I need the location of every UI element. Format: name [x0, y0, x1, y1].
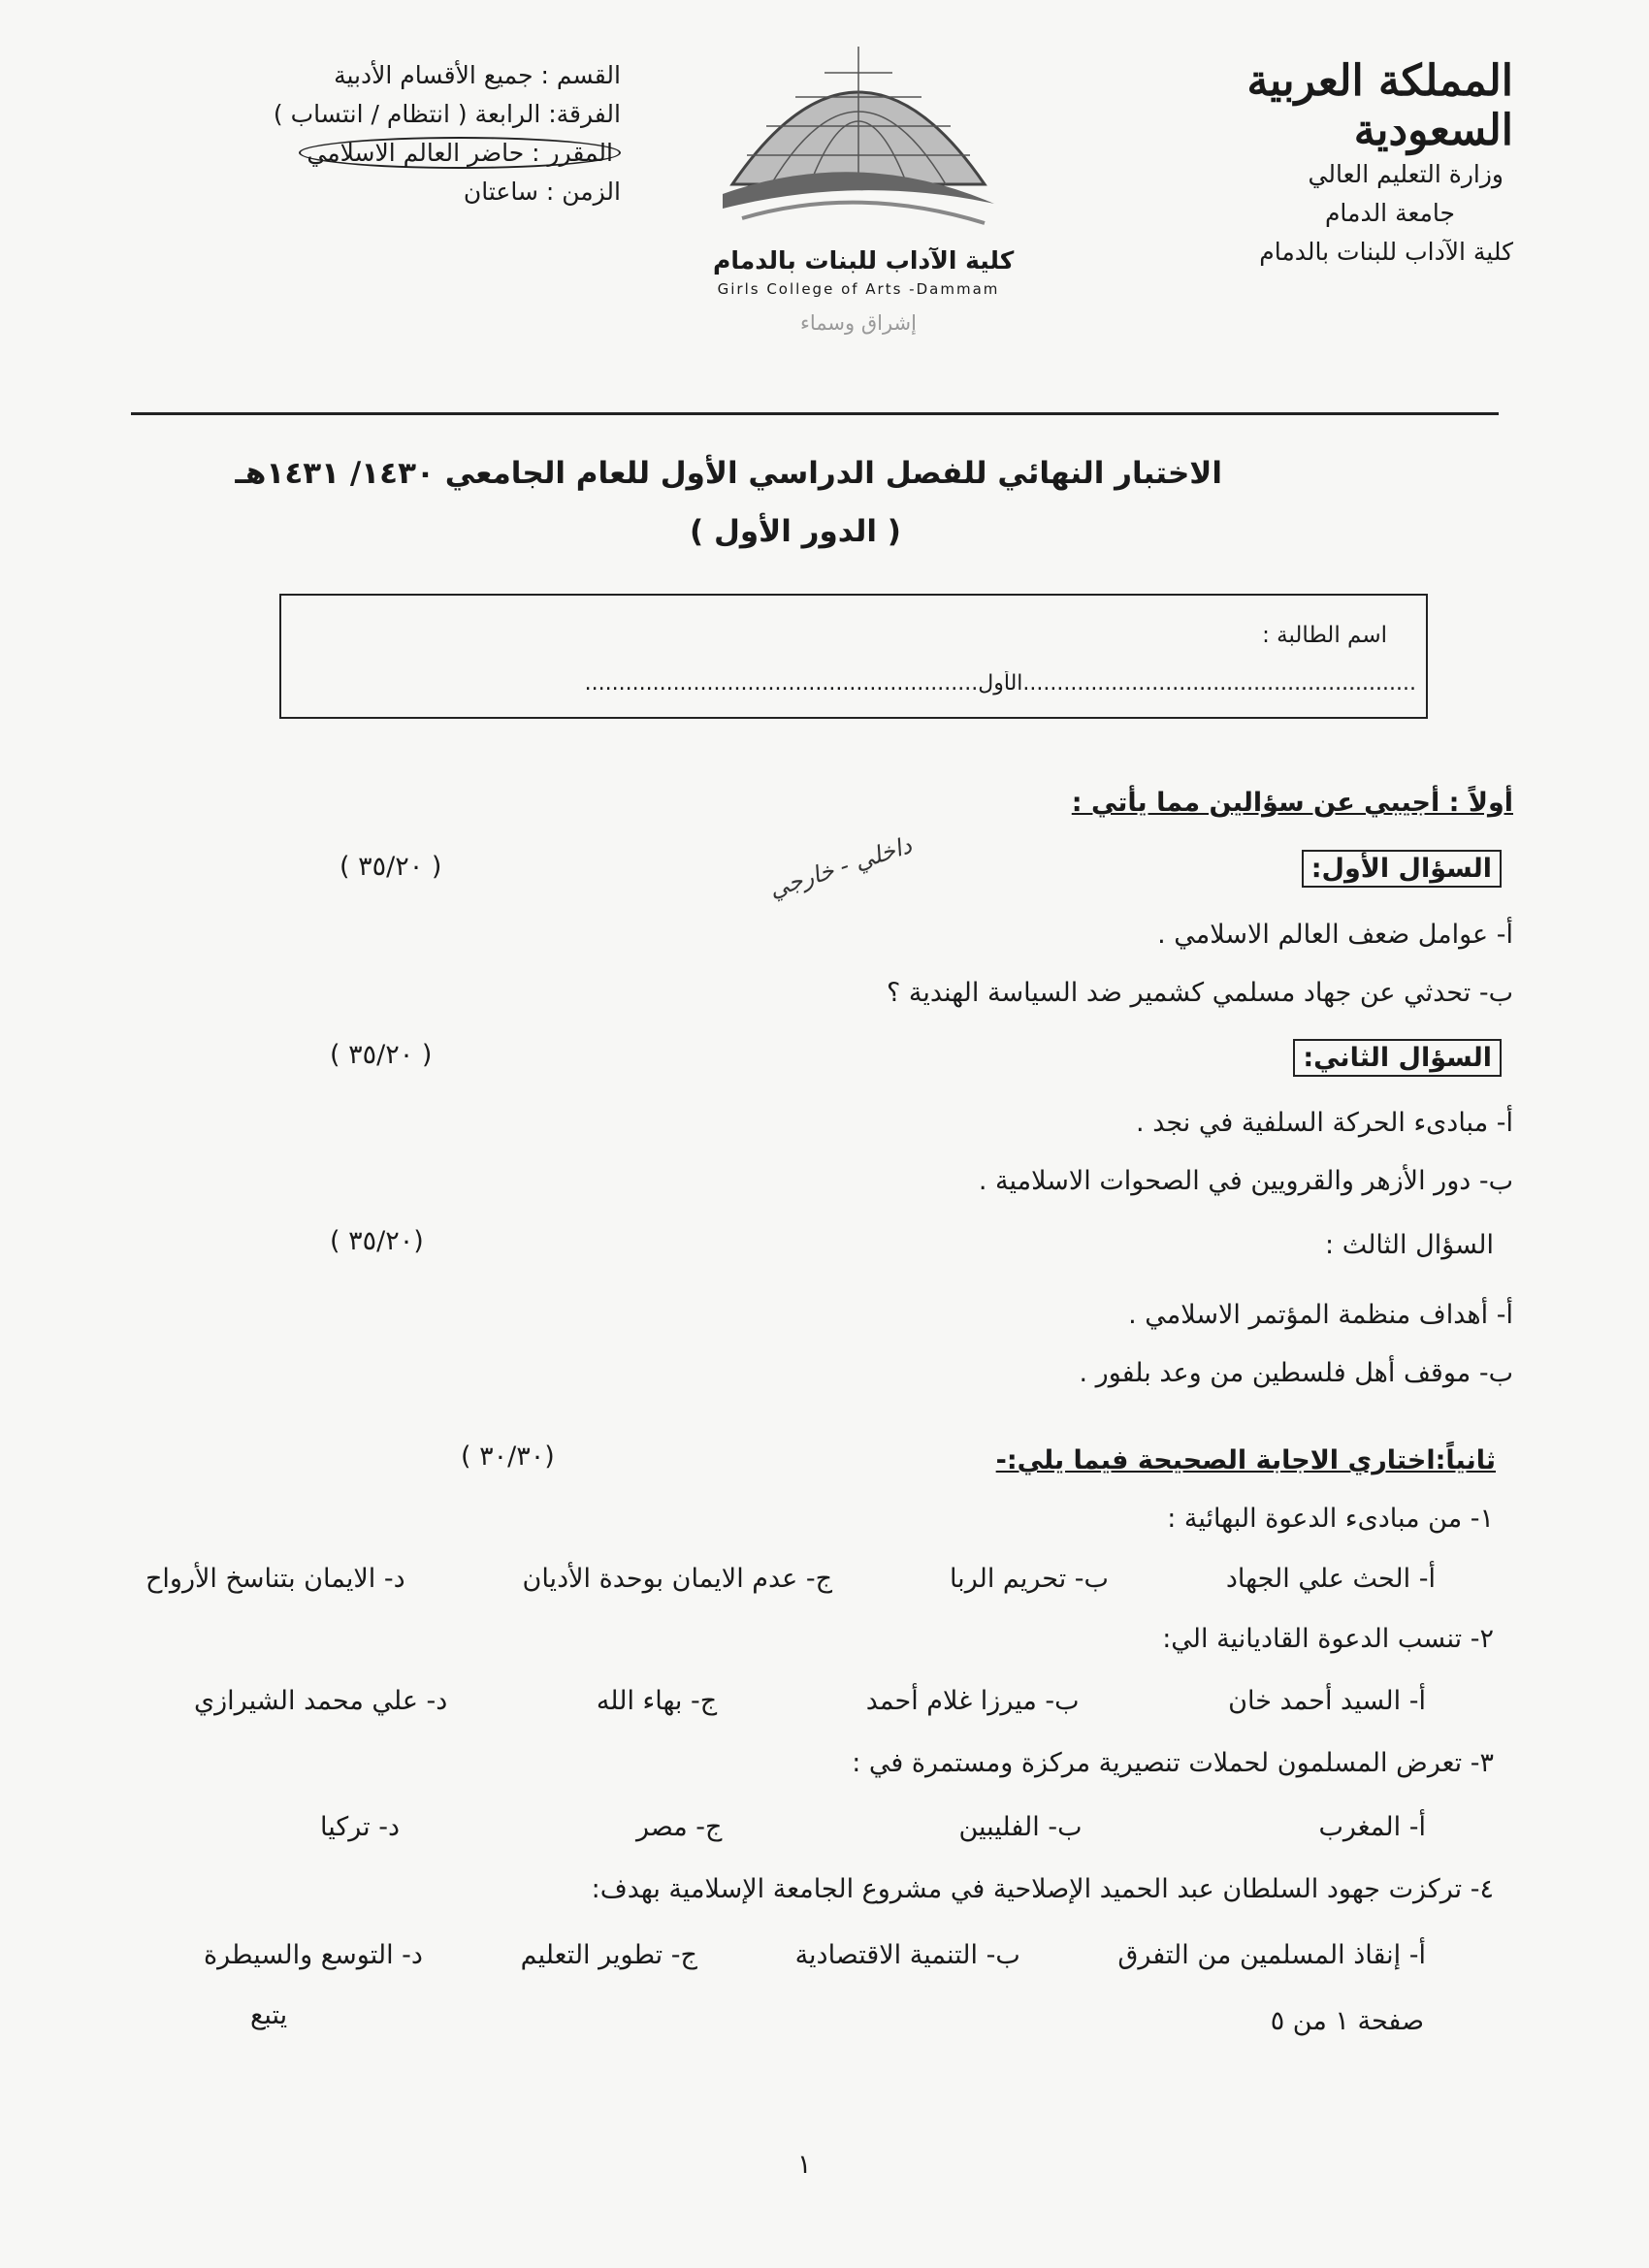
question-3-item-b: ب- موقف أهل فلسطين من وعد بلفور .: [1079, 1358, 1513, 1388]
kingdom-name: المملكة العربية السعودية: [1246, 56, 1513, 155]
mcq-4-option-a[interactable]: أ- إنقاذ المسلمين من التفرق: [1117, 1940, 1426, 1970]
continues-label: يتبع: [250, 2000, 288, 2030]
mcq-2-option-c[interactable]: ج- بهاء الله: [596, 1686, 718, 1716]
mcq-3-option-a[interactable]: أ- المغرب: [1318, 1812, 1426, 1842]
mcq-3-option-c[interactable]: ج- مصر: [635, 1812, 723, 1842]
question-1-item-a: أ- عوامل ضعف العالم الاسلامي .: [1157, 920, 1513, 950]
mcq-1-options: [146, 1564, 1436, 1594]
page-number: ١: [797, 2150, 812, 2180]
department-line: القسم : جميع الأقسام الأدبية: [334, 61, 621, 89]
mcq-1-option-d[interactable]: د- الايمان بتناسخ الأرواح: [146, 1564, 405, 1594]
section-one-instruction: أولاً : أجيبي عن سؤالين مما يأتي :: [1071, 788, 1513, 818]
mcq-2-option-b[interactable]: ب- ميرزا غلام أحمد: [865, 1686, 1080, 1716]
mcq-3-stem: ٣- تعرض المسلمون لحملات تنصيرية مركزة ومستمرة في :: [852, 1748, 1494, 1778]
college-name: كلية الآداب للبنات بالدمام: [1259, 238, 1513, 266]
question-3-mark: (٣٥/٢٠ ): [330, 1226, 424, 1256]
mcq-4-option-b[interactable]: ب- التنمية الاقتصادية: [794, 1940, 1020, 1970]
question-3-item-a: أ- أهداف منظمة المؤتمر الاسلامي .: [1128, 1300, 1513, 1330]
mcq-2-options: [194, 1686, 1426, 1716]
question-2-item-a: أ- مبادىء الحركة السلفية في نجد .: [1136, 1108, 1513, 1138]
student-name-box: [279, 594, 1428, 719]
university-name: جامعة الدمام: [1324, 199, 1455, 227]
exam-title: الاختبار النهائي للفصل الدراسي الأول للعام الجامعي ١٤٣٠/ ١٤٣١هـ: [235, 456, 1222, 491]
header-divider: [131, 412, 1499, 415]
mcq-4-stem: ٤- تركزت جهود السلطان عبد الحميد الإصلاحية في مشروع الجامعة الإسلامية بهدف:: [591, 1874, 1494, 1904]
college-logo: [713, 39, 1015, 349]
exam-round: ( الدور الأول ): [690, 514, 901, 549]
mcq-1-option-b[interactable]: ب- تحريم الربا: [949, 1564, 1109, 1594]
student-name-label: اسم الطالبة :: [1262, 623, 1387, 648]
question-2-mark: ( ٣٥/٢٠ ): [330, 1040, 433, 1070]
mcq-1-option-a[interactable]: أ- الحث علي الجهاد: [1225, 1564, 1436, 1594]
question-2-title: السؤال الثاني:: [1293, 1043, 1502, 1073]
logo-english-name: Girls College of Arts -Dammam: [717, 280, 1000, 298]
dots-line: ..........................................................الأول..........................................................: [584, 671, 1416, 696]
student-name-field[interactable]: [446, 671, 1416, 696]
question-1-title: السؤال الأول:: [1302, 854, 1502, 884]
course-line: [272, 134, 621, 173]
mcq-3-options: [320, 1812, 1426, 1842]
mcq-2-option-d[interactable]: د- علي محمد الشيرازي: [194, 1686, 448, 1716]
ministry-name: وزارة التعليم العالي: [1308, 160, 1504, 188]
mcq-4-options: [204, 1940, 1426, 1970]
mcq-1-option-c[interactable]: ج- عدم الايمان بوحدة الأديان: [522, 1564, 833, 1594]
mcq-4-option-c[interactable]: ج- تطوير التعليم: [520, 1940, 697, 1970]
section-two-instruction: ثانياً:اختاري الاجابة الصحيحة فيما يلي:-: [995, 1445, 1496, 1475]
mcq-3-option-b[interactable]: ب- الفليبين: [958, 1812, 1083, 1842]
level-line: الفرقة: الرابعة ( انتظام / انتساب ): [273, 100, 621, 128]
logo-arabic-name: كلية الآداب للبنات بالدمام: [713, 246, 1015, 275]
page-count: صفحة ١ من ٥: [1270, 2006, 1424, 2036]
institution-header: [1183, 56, 1513, 272]
question-3-title: السؤال الثالث :: [1325, 1230, 1494, 1260]
mcq-4-option-d[interactable]: د- التوسع والسيطرة: [204, 1940, 423, 1970]
time-line: الزمن : ساعتان: [463, 178, 621, 206]
question-1-mark: ( ٣٥/٢٠ ): [340, 852, 442, 882]
mcq-3-option-d[interactable]: د- تركيا: [320, 1812, 400, 1842]
question-1-item-b: ب- تحدثي عن جهاد مسلمي كشمير ضد السياسة الهندية ؟: [887, 978, 1513, 1008]
mcq-2-stem: ٢- تنسب الدعوة القاديانية الي:: [1162, 1624, 1494, 1654]
mcq-1-stem: ١- من مبادىء الدعوة البهائية :: [1167, 1504, 1494, 1534]
course-header: [272, 56, 621, 211]
mcq-2-option-a[interactable]: أ- السيد أحمد خان: [1228, 1686, 1426, 1716]
dome-logo-icon: [713, 39, 1004, 233]
handwritten-note: داخلي - خارجي: [765, 831, 916, 903]
question-2-item-b: ب- دور الأزهر والقرويين في الصحوات الاسلامية .: [978, 1166, 1513, 1196]
logo-slogan: إشراق وسماء: [800, 311, 917, 335]
course-text: المقرر : حاضر العالم الاسلامي: [299, 137, 621, 169]
section-two-mark: (٣٠/٣٠ ): [461, 1442, 555, 1472]
